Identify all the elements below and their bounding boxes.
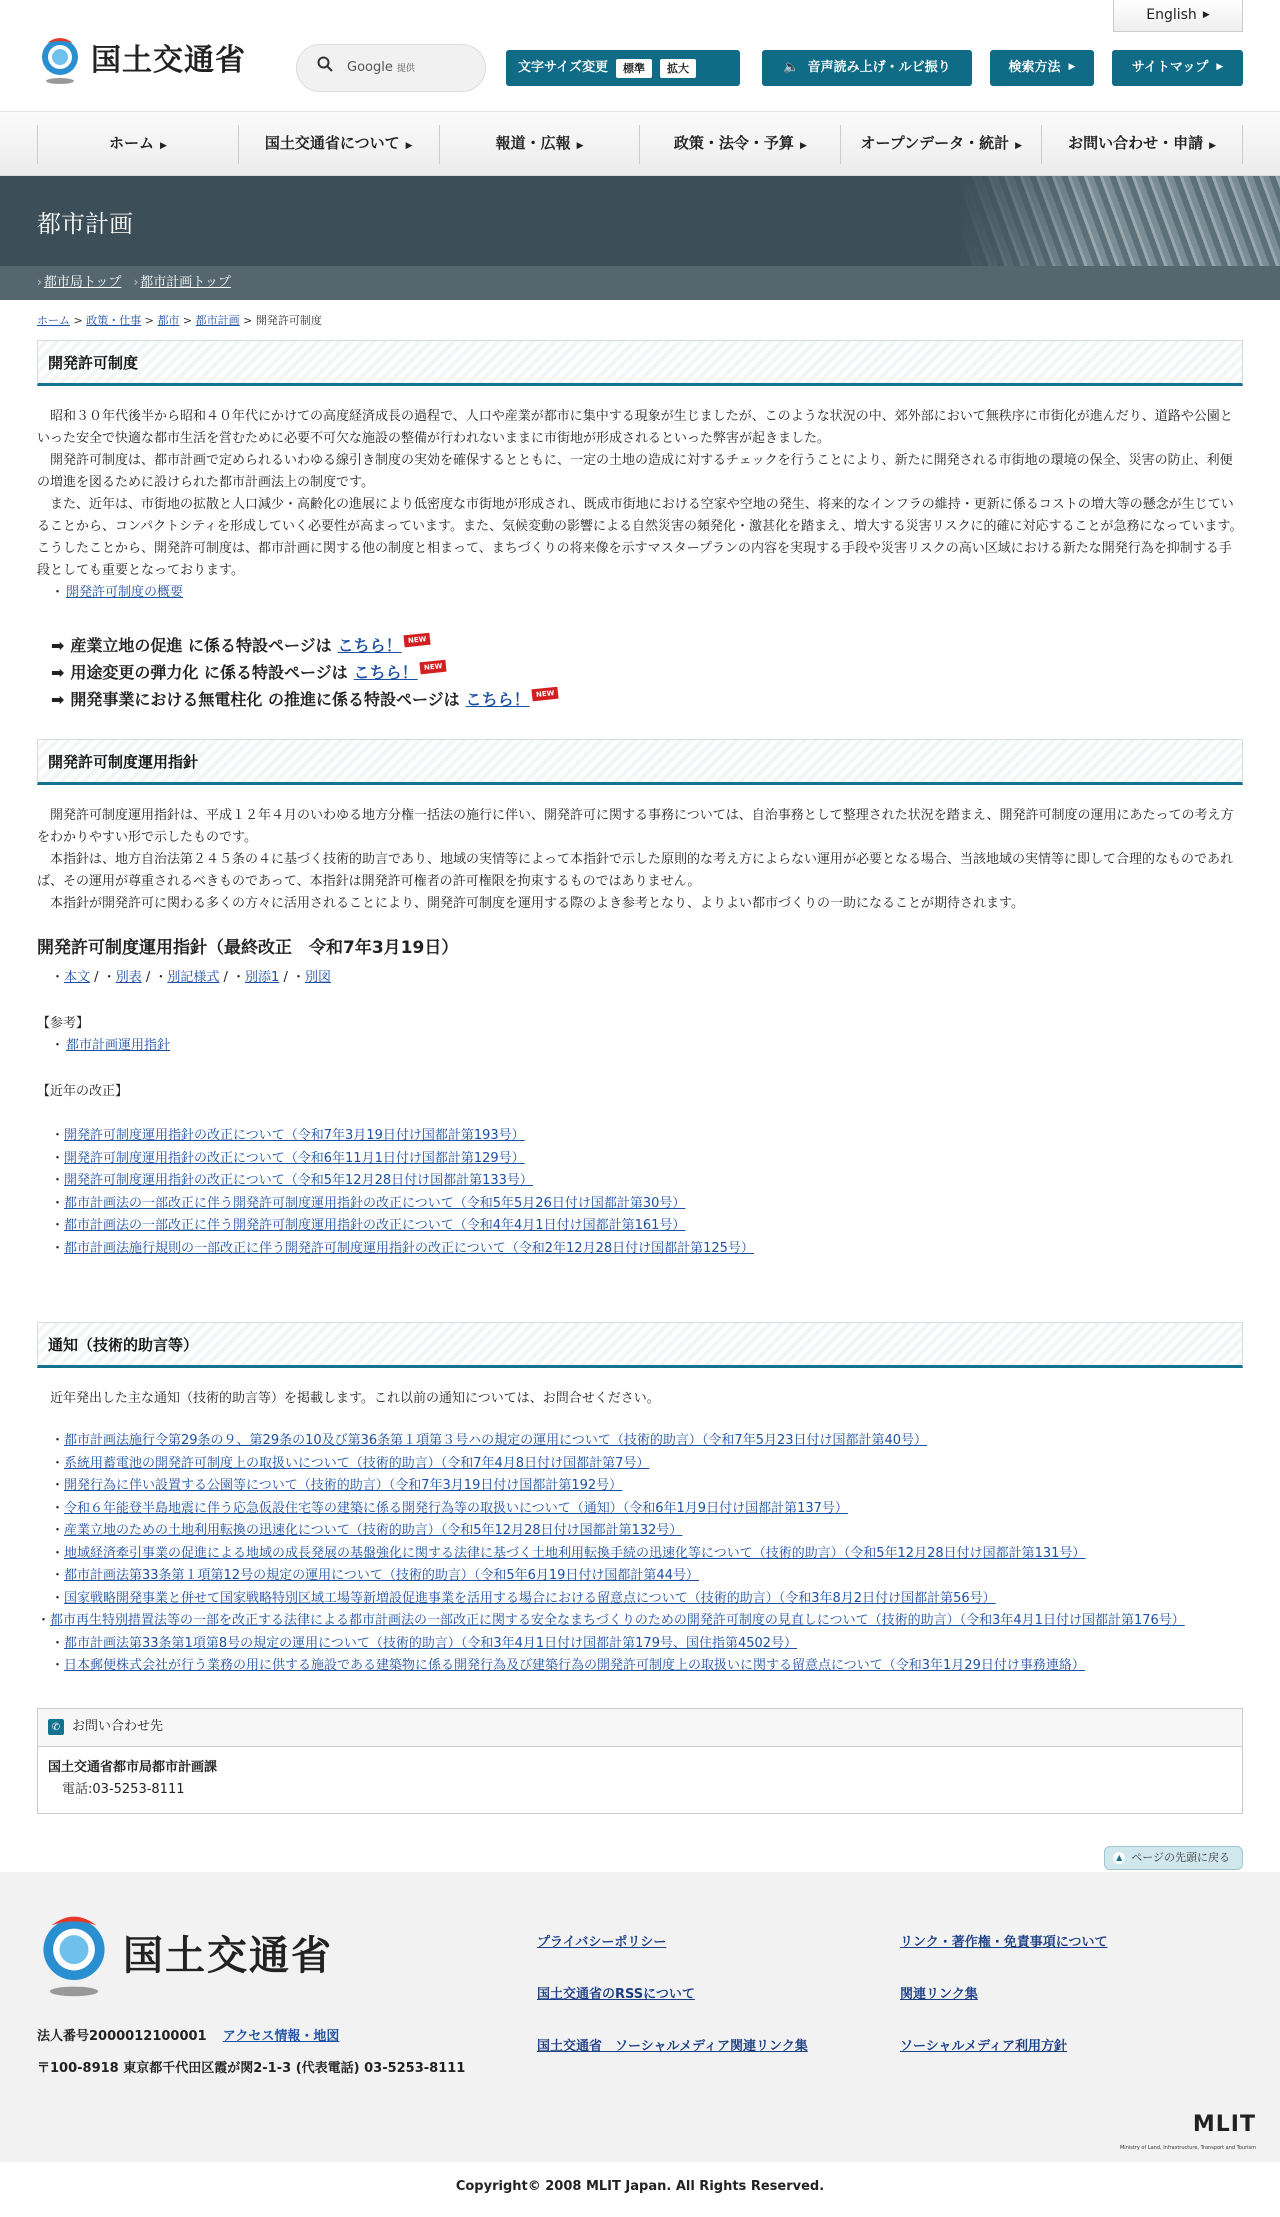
overview-link[interactable]: 開発許可制度の概要 xyxy=(66,585,184,600)
gnav-item-press[interactable]: 報道・広報 ▶ xyxy=(439,125,640,164)
triangle-right-icon: ▶ xyxy=(1216,62,1224,73)
notice-link[interactable]: 都市計画法第33条第１項第12号の規定の運用について（技術的助言）（令和5年6月19日付け国都計第44号） xyxy=(64,1568,699,1583)
category-banner xyxy=(0,176,1280,266)
paragraph: また、近年は、市街地の拡散と人口減少・高齢化の進展により低密度な市街地が形成され、既成市街地における空家や空地の発生、将来的なインフラの維持・更新に係るコストの増大等の懸念が生じていることから、コンパクトシティを形成していく必要性が高まっています。また、気候変動の影響による自然災害の頻発化・激甚化を踏まえ、増大する災害リスクに的確に対応することが急務になっています。こうしたことから、開発許可制度は、都市計画に関する他の制度と相まって、まちづくりの将来像を示すマスタープランの内容を実現する手段や災害リスクの高い区域における新たな開発行為を抑制する手段としても重要となっております。 xyxy=(37,497,1243,578)
special-page-item: ➡ 産業立地の促進 に係る特設ページは こちら！ NEW xyxy=(51,632,1243,659)
list-item: ・開発許可制度運用指針の改正について（令和7年3月19日付け国都計第193号） xyxy=(51,1128,525,1143)
list-item: ・日本郵便株式会社が行う業務の用に供する施設である建築物に係る開発行為及び建築行為の開発許可制度上の取扱いに関する留意点について（令和3年1月29日付け事務連絡） xyxy=(51,1658,1085,1673)
paragraph: 昭和３０年代後半から昭和４０年代にかけての高度経済成長の過程で、人口や産業が都市に集中する現象が生じましたが、このような状況の中、郊外部において無秩序に市街化が進んだり、道路や公園といった安全で快適な都市生活を営むために必要不可欠な施設の整備が行われないままに市街地が形成されるといった弊害が起きました。 xyxy=(37,409,1233,446)
special-page-link[interactable]: こちら！ xyxy=(353,663,418,682)
page-top-row xyxy=(37,1846,1243,1871)
revisions-label: 【近年の改正】 xyxy=(37,1084,129,1099)
revision-link[interactable]: 都市計画法の一部改正に伴う開発許可制度運用指針の改正について（令和4年4月1日付け国都計第161号） xyxy=(64,1218,686,1233)
triangle-right-icon: ▶ xyxy=(1209,140,1217,151)
triangle-right-icon: ▶ xyxy=(405,140,413,151)
special-page-link[interactable]: こちら！ xyxy=(337,636,402,655)
guideline-link-table[interactable]: 別表 xyxy=(115,970,142,985)
reference-link-line: ・ 都市計画運用指針 xyxy=(51,1038,171,1053)
font-size-normal-button[interactable]: 標準 xyxy=(616,59,652,78)
guideline-link-attachment[interactable]: 別添1 xyxy=(245,970,280,985)
section-heading-guideline: 開発許可制度運用指針 xyxy=(37,739,1243,785)
triangle-right-icon: ▶ xyxy=(159,140,167,151)
page-title: 開発許可制度 xyxy=(37,340,1243,386)
site-footer xyxy=(0,1872,1280,2162)
breadcrumb-city-planning[interactable]: 都市計画 xyxy=(195,314,240,327)
sitemap-button[interactable] xyxy=(1112,50,1243,86)
reader-button[interactable] xyxy=(762,50,972,86)
footer-logo xyxy=(37,1914,333,1998)
notice-link[interactable]: 地域経済牽引事業の促進による地域の成長発展の基盤強化に関する法律に基づく土地利用転換手続の迅速化等について（技術的助言）（令和5年12月28日付け国都計第131号） xyxy=(64,1545,1086,1561)
list-item: ・系統用蓄電池の開発許可制度上の取扱いについて（技術的助言）（令和7年4月8日付け国都計第7号） xyxy=(51,1455,650,1471)
guideline-links: ・本文 / ・別表 / ・別記様式 / ・別添1 / ・別図 xyxy=(51,970,331,985)
mlit-logo-mark-icon xyxy=(37,1914,111,1998)
special-pages xyxy=(37,604,1243,713)
arrow-right-icon: ➡ xyxy=(51,636,65,655)
chevron-right-icon: › xyxy=(133,274,139,289)
notice-link[interactable]: 都市再生特別措置法等の一部を改正する法律による都市計画法の一部改正に関する安全なまちづくりのための開発許可制度の見直しについて（技術的助言）（令和3年4月1日付け国都計第176号） xyxy=(50,1613,1185,1628)
copyright: Copyright© 2008 MLIT Japan. All Rights Reserved. xyxy=(455,2179,825,2195)
corporate-number: 法人番号2000012100001 アクセス情報・地図 xyxy=(37,2029,340,2045)
list-item: ・地域経済牽引事業の促進による地域の成長発展の基盤強化に関する法律に基づく土地利用転換手続の迅速化等について（技術的助言）（令和5年12月28日付け国都計第131号） xyxy=(51,1545,1086,1561)
list-item: ・都市計画法施行令第29条の９、第29条の10及び第36条第１項第３号ハの規定の運用について（技術的助言）（令和7年5月23日付け国都計第40号） xyxy=(51,1433,928,1448)
breadcrumb-city[interactable]: 都市 xyxy=(157,314,180,327)
list-item: ・都市計画法第33条第1項第8号の規定の運用について（技術的助言）（令和3年4月1日付け国都計第179号、国住指第4502号） xyxy=(51,1635,798,1651)
mlit-wordmark: MLIT Ministry of Land, Infrastructure, Transport and Tourism xyxy=(1119,2112,1256,2151)
rss-link[interactable]: 国土交通省のRSSについて xyxy=(537,1987,695,2003)
breadcrumb-current: 開発許可制度 xyxy=(255,314,322,327)
gnav-item-home[interactable]: ホーム ▶ xyxy=(37,125,238,164)
logo-text: 国土交通省 xyxy=(91,43,246,78)
revision-link[interactable]: 都市計画法の一部改正に伴う開発許可制度運用指針の改正について（令和5年5月26日付け国都計第30号） xyxy=(64,1195,686,1211)
breadcrumb-policy[interactable]: 政策・仕事 xyxy=(86,314,142,327)
privacy-policy-link[interactable]: プライバシーポリシー xyxy=(537,1935,667,1951)
english-label: English xyxy=(1146,6,1197,23)
reader-label: 音声読み上げ・ルビ振り xyxy=(807,59,951,75)
city-planning-top-link[interactable]: 都市計画トップ xyxy=(140,274,231,290)
speaker-icon: 🔈 xyxy=(783,59,800,75)
new-badge: NEW xyxy=(403,632,430,647)
related-links-link[interactable]: 関連リンク集 xyxy=(900,1987,978,2003)
guideline-link-forms[interactable]: 別記様式 xyxy=(167,970,220,985)
list-item: ・開発行為に伴い設置する公園等について（技術的助言）（令和7年3月19日付け国都計第192号） xyxy=(51,1478,623,1493)
list-item: ・都市再生特別措置法等の一部を改正する法律による都市計画法の一部改正に関する安全なまちづくりのための開発許可制度の見直しについて（技術的助言）（令和3年4月1日付け国都計第176号） xyxy=(37,1613,1185,1628)
social-media-links-link[interactable]: 国土交通省 ソーシャルメディア関連リンク集 xyxy=(537,2039,808,2055)
revision-link[interactable]: 開発許可制度運用指針の改正について（令和5年12月28日付け国都計第133号） xyxy=(64,1173,533,1188)
list-item: ・都市計画法施行規則の一部改正に伴う開発許可制度運用指針の改正について（令和2年12月28日付け国都計第125号） xyxy=(51,1240,754,1256)
triangle-right-icon: ▶ xyxy=(1015,140,1023,151)
breadcrumb: ホーム > 政策・仕事 > 都市 > 都市計画 > 開発許可制度 xyxy=(37,314,322,327)
breadcrumb-home[interactable]: ホーム xyxy=(37,314,70,327)
site-logo[interactable] xyxy=(37,35,246,86)
guideline-link-main[interactable]: 本文 xyxy=(64,970,91,985)
search-help-label: 検索方法 xyxy=(1008,59,1061,75)
list-item: ・国家戦略開発事業と併せて国家戦略特別区域工場等新増設促進事業を活用する場合における留意点について（技術的助言）（令和3年8月2日付け国都計第56号） xyxy=(51,1590,996,1606)
special-page-item: ➡ 用途変更の弾力化 に係る特設ページは こちら！ NEW xyxy=(51,659,1243,686)
footer-address: 〒100-8918 東京都千代田区霞が関2-1-3 (代表電話) 03-5253-8111 xyxy=(37,2061,466,2077)
triangle-right-icon: ▶ xyxy=(576,140,584,151)
overview-link-line: ・ 開発許可制度の概要 xyxy=(51,585,184,600)
english-link[interactable] xyxy=(1113,0,1243,32)
city-bureau-top-link[interactable]: 都市局トップ xyxy=(43,274,122,290)
global-nav xyxy=(0,112,1280,176)
mlit-logo-mark-icon xyxy=(37,37,83,85)
site-header xyxy=(0,0,1280,112)
paragraph: 本指針が開発許可に関わる多くの方々に活用されることにより、開発許可制度を運用する際のよき参考となり、よりよい都市づくりの一助になることが期待されます。 xyxy=(50,896,1024,911)
new-badge: NEW xyxy=(419,659,446,674)
page-top-button[interactable] xyxy=(1104,1846,1243,1871)
copyright-disclaimer-link[interactable]: リンク・著作権・免責事項について xyxy=(900,1935,1108,1951)
footer-logo-text: 国土交通省 xyxy=(123,1933,333,1980)
arrow-right-icon: ➡ xyxy=(51,663,65,682)
notice-link[interactable]: 開発行為に伴い設置する公園等について（技術的助言）（令和7年3月19日付け国都計第192号） xyxy=(64,1478,623,1493)
page-top-label: ページの先頭に戻る xyxy=(1131,1850,1230,1864)
font-size-control xyxy=(506,50,740,86)
search-icon[interactable] xyxy=(317,56,333,80)
main-content xyxy=(37,300,1243,1870)
contact-tel: 電話:03-5253-8111 xyxy=(62,1781,185,1797)
contact-title: お問い合わせ先 xyxy=(72,1718,164,1734)
city-aerial-photo xyxy=(960,176,1280,266)
contact-header xyxy=(38,1709,1242,1747)
reference-label: 【参考】 xyxy=(37,1016,90,1031)
list-item: ・産業立地のための土地利用転換の迅速化について（技術的助言）（令和5年12月28日付け国都計第132号） xyxy=(51,1523,683,1538)
revision-link[interactable]: 開発許可制度運用指針の改正について（令和7年3月19日付け国都計第193号） xyxy=(64,1128,525,1143)
list-item: ・都市計画法第33条第１項第12号の規定の運用について（技術的助言）（令和5年6月19日付け国都計第44号） xyxy=(51,1568,699,1583)
paragraph: 本指針は、地方自治法第２４５条の４に基づく技術的助言であり、地域の実情等によって本指針で示した原則的な考え方によらない運用が必要となる場合、当該地域の実情等に即して合理的なものであれば、その運用が尊重されるべきものであって、本指針は開発許可権者の許可権限を拘束するものではありません。 xyxy=(37,852,1234,889)
triangle-right-icon: ▶ xyxy=(1068,62,1076,73)
notices-intro: 近年発出した主な通知（技術的助言等）を掲載します。これ以前の通知については、お問合せください。 xyxy=(50,1391,660,1406)
category-sub-nav xyxy=(0,266,1280,300)
notice-link[interactable]: 産業立地のための土地利用転換の迅速化について（技術的助言）（令和5年12月28日付け国都計第132号） xyxy=(64,1523,683,1538)
contact-body xyxy=(38,1747,1242,1813)
list-item: ・開発許可制度運用指針の改正について（令和6年11月1日付け国都計第129号） xyxy=(51,1150,525,1166)
notice-list xyxy=(37,1430,1243,1678)
special-page-link[interactable]: こちら！ xyxy=(465,690,530,709)
search-box[interactable] xyxy=(296,44,486,92)
arrow-right-icon: ➡ xyxy=(51,690,65,709)
contact-box xyxy=(37,1708,1243,1814)
notice-link[interactable]: 令和６年能登半島地震に伴う応急仮設住宅等の建築に係る開発行為等の取扱いについて（通知）（令和6年1月9日付け国都計第137号） xyxy=(64,1500,848,1516)
notice-link[interactable]: 国家戦略開発事業と併せて国家戦略特別区域工場等新増設促進事業を活用する場合における留意点について（技術的助言）（令和3年8月2日付け国都計第56号） xyxy=(64,1590,996,1606)
gnav-item-about[interactable]: 国土交通省について ▶ xyxy=(238,125,439,164)
triangle-right-icon: ▶ xyxy=(1202,9,1210,20)
gnav-item-opendata[interactable]: オープンデータ・統計 ▶ xyxy=(840,125,1041,164)
contact-org: 国土交通省都市局都市計画課 xyxy=(48,1759,218,1775)
guideline-title: 開発許可制度運用指針（最終改正 令和7年3月19日） xyxy=(37,938,459,958)
gnav-item-contact[interactable]: お問い合わせ・申請 ▶ xyxy=(1041,125,1243,164)
search-help-button[interactable] xyxy=(990,50,1094,86)
revision-link[interactable]: 都市計画法施行規則の一部改正に伴う開発許可制度運用指針の改正について（令和2年12月28日付け国都計第125号） xyxy=(64,1240,754,1256)
notice-link[interactable]: 都市計画法施行令第29条の９、第29条の10及び第36条第１項第３号ハの規定の運用について（技術的助言）（令和7年5月23日付け国都計第40号） xyxy=(64,1433,928,1448)
special-page-item: ➡ 開発事業における無電柱化 の推進に係る特設ページは こちら！ NEW xyxy=(51,686,1243,713)
access-link[interactable]: アクセス情報・地図 xyxy=(222,2029,340,2045)
font-size-large-button[interactable]: 拡大 xyxy=(660,59,696,78)
font-size-label: 文字サイズ変更 xyxy=(518,59,608,75)
reference-link[interactable]: 都市計画運用指針 xyxy=(66,1038,171,1053)
list-item: ・開発許可制度運用指針の改正について（令和5年12月28日付け国都計第133号） xyxy=(51,1173,533,1188)
list-item: ・都市計画法の一部改正に伴う開発許可制度運用指針の改正について（令和5年5月26日付け国都計第30号） xyxy=(51,1195,686,1211)
notice-link[interactable]: 日本郵便株式会社が行う業務の用に供する施設である建築物に係る開発行為及び建築行為の開発許可制度上の取扱いに関する留意点について（令和3年1月29日付け事務連絡） xyxy=(64,1658,1085,1673)
new-badge: NEW xyxy=(531,686,558,701)
paragraph: 開発許可制度運用指針は、平成１２年４月のいわゆる地方分権一括法の施行に伴い、開発許可に関する事務については、自治事務として整理された状況を踏まえ、開発許可制度の運用にあたっての考え方をわかりやすい形で示したものです。 xyxy=(37,808,1234,845)
section-heading-notices: 通知（技術的助言等） xyxy=(37,1322,1243,1368)
social-media-policy-link[interactable]: ソーシャルメディア利用方針 xyxy=(900,2039,1068,2055)
sitemap-label: サイトマップ xyxy=(1131,59,1209,75)
arrow-up-icon: ▲ xyxy=(1113,1852,1125,1864)
list-item: ・令和６年能登半島地震に伴う応急仮設住宅等の建築に係る開発行為等の取扱いについて（通知）（令和6年1月9日付け国都計第137号） xyxy=(51,1500,848,1516)
list-item: ・都市計画法の一部改正に伴う開発許可制度運用指針の改正について（令和4年4月1日付け国都計第161号） xyxy=(51,1218,686,1233)
category-title: 都市計画 xyxy=(37,210,133,238)
notice-link[interactable]: 都市計画法第33条第1項第8号の規定の運用について（技術的助言）（令和3年4月1日付け国都計第179号、国住指第4502号） xyxy=(64,1635,798,1651)
intro-text xyxy=(37,386,1243,582)
chevron-right-icon: › xyxy=(37,274,42,289)
notice-link[interactable]: 系統用蓄電池の開発許可制度上の取扱いについて（技術的助言）（令和7年4月8日付け国都計第7号） xyxy=(64,1455,650,1471)
phone-icon: ✆ xyxy=(48,1719,64,1735)
guideline-link-figure[interactable]: 別図 xyxy=(304,970,331,985)
footer-links xyxy=(537,1932,1237,2058)
triangle-right-icon: ▶ xyxy=(799,140,807,151)
revision-link[interactable]: 開発許可制度運用指針の改正について（令和6年11月1日付け国都計第129号） xyxy=(64,1150,525,1166)
paragraph: 開発許可制度は、都市計画で定められるいわゆる線引き制度の実効を確保するとともに、一定の土地の造成に対するチェックを行うことにより、新たに開発される市街地の環境の保全、災害の防止、利便の増進を図るために設けられた都市計画法上の制度です。 xyxy=(37,453,1233,490)
search-input[interactable]: Google 提供 xyxy=(347,59,415,75)
revision-list xyxy=(37,1125,1243,1260)
gnav-item-policy[interactable]: 政策・法令・予算 ▶ xyxy=(639,125,840,164)
guideline-text xyxy=(37,785,1243,915)
